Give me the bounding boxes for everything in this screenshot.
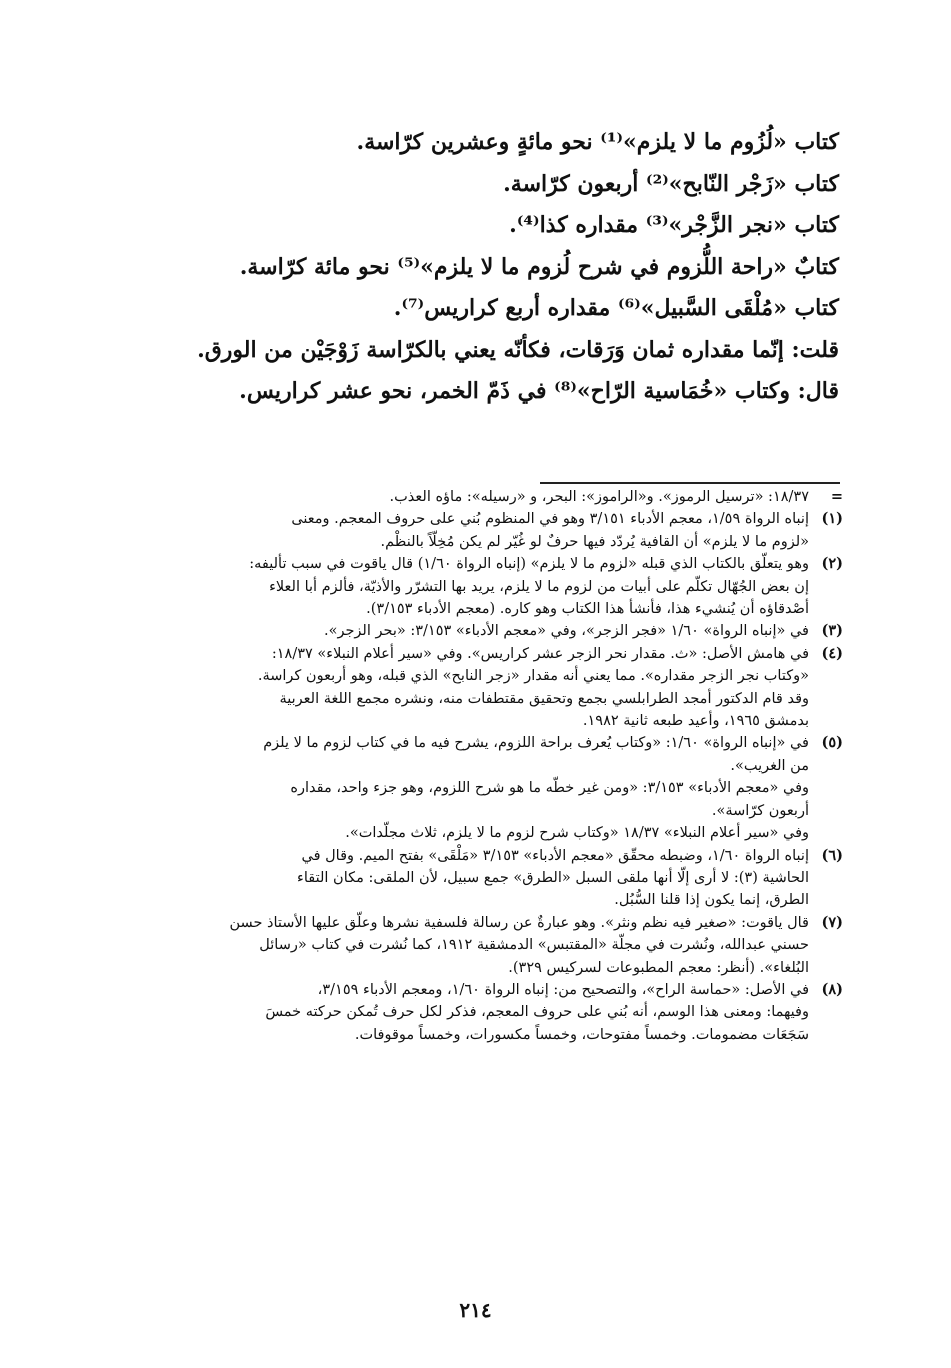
footnote-line: وفي «معجم الأدباء» ٣/١٥٣: «ومن غير خطّه ما هو شرح اللزوم، وهو جزء واحد، مقداره bbox=[290, 780, 809, 797]
footnote bbox=[108, 979, 843, 1046]
footnote-line: البُلغاء». (أنظر: معجم المطبوعات لسركيس ٣٢٩). bbox=[508, 959, 809, 976]
footnote-line: من الغريب». bbox=[730, 757, 809, 774]
main-text-line: قلت: إنّما مقداره ثمان وَرَقات، فكأنّه يعني بالكرّاسة زَوْجَيْن من الورق. bbox=[197, 336, 839, 363]
footnote-line: الحاشية (٣): لا أرى إلّا أنها ملقى السبل «الطرق» جمع سبيل، لأن الملقى: مكان التقاء bbox=[297, 869, 809, 886]
main-text-line: كتاب «مُلْقَى السَّبيل»⁽⁶⁾ مقداره أربع كراريس⁽⁷⁾. bbox=[393, 295, 839, 321]
footnote bbox=[108, 845, 843, 912]
footnote-line: في «إنباه الرواة» ١/٦٠: «وكتاب يُعرف براحة اللزوم، يشرح فيه ما في كتاب لزوم ما لا يلزم bbox=[263, 735, 809, 752]
footnote-line: قال ياقوت: «صغير فيه نظم ونثر». وهو عبارةٌ عن رسالة فلسفية نشرها وعلّق عليها الأستاذ حسن bbox=[229, 914, 809, 931]
footnote-number: (٨) bbox=[821, 980, 843, 998]
footnote-line: إنباه الرواة ١/٦٠، وضبطه محقّق «معجم الأدباء» ٣/١٥٣ «مَلْقَى» بفتح الميم. وقال في bbox=[301, 847, 809, 864]
footnote bbox=[108, 553, 843, 620]
footnote-number: (٥) bbox=[821, 734, 843, 752]
footnote-line: «وكتاب نجر الزجر مقداره». مما يعني أنه مقدار «زجر النابح» الذي قبله، وهو أربعون كراسة. bbox=[257, 668, 809, 685]
footnote-line: بدمشق ١٩٦٥، وأعيد طبعه ثانية ١٩٨٢. bbox=[582, 713, 809, 730]
footnote-line: إن بعض الجُهّال تكلّم على أبيات من لزوم ما لا يلزم، يريد بها التشرّر والأذيّة، فألزم أبا العلاء bbox=[269, 578, 809, 595]
footnote-line: في هامش الأصل: «ث. مقدار نحر الزجر عشر كراريس». وفي «سير أعلام النبلاء» ١٨/٣٧: bbox=[271, 645, 809, 662]
footnote-line: أربعون كرّاسة». bbox=[711, 802, 809, 819]
footnote-line: وفيهما: ومعنى هذا الوسم، أنه بُني على حروف المعجم، فذكر لكل حرف تُمكن حركته خمسَ bbox=[265, 1004, 809, 1021]
footnote bbox=[108, 643, 843, 733]
footnote-number: (٤) bbox=[821, 644, 843, 662]
footnote-number: (٧) bbox=[821, 913, 843, 931]
footnote-number: (٢) bbox=[821, 555, 843, 573]
footnote bbox=[108, 620, 843, 642]
footnote-line: ١٨/٣٧: «ترسيل الرموز». و«الراموز»: البحر، و «رسيله»: ماؤه العذب. bbox=[389, 489, 809, 505]
main-text-line: قال: وكتاب «خُمَاسية الرّاح»⁽⁸⁾ في ذَمّ الخمر، نحو عشر كراريس. bbox=[239, 378, 839, 404]
footnote bbox=[108, 486, 843, 508]
footnote-line: في «إنباه الرواة» ١/٦٠ «فجر الزجر»، وفي «معجم الأدباء» ٣/١٥٣: «بحر الزجر». bbox=[323, 623, 809, 640]
footnote-number: (٣) bbox=[821, 622, 843, 640]
footnote-number: (٦) bbox=[821, 846, 843, 864]
footnote bbox=[108, 732, 843, 844]
footnote bbox=[108, 508, 843, 553]
main-text-line: كتابٌ «راحة اللُّزوم في شرح لُزوم ما لا يلزم»⁽⁵⁾ نحو مائة كرّاسة. bbox=[239, 253, 839, 280]
footnote-line: الطرق، إنما يكون إذا قلنا السُّبُل. bbox=[614, 892, 809, 909]
footnote-line: في الأصل: «حماسة الراح»، والتصحيح من: إنباه الرواة ١/٦٠، ومعجم الأدباء ٣/١٥٩، bbox=[317, 981, 809, 998]
footnote-line: وهو يتعلّق بالكتاب الذي قبله «لزوم ما لا يلزم» (إنباه الرواة ١/٦٠) قال ياقوت في سبب تأليفه: bbox=[249, 556, 809, 573]
footnote-line: سَجَعَات مضمومات. وخمساً مفتوحات، وخمساً مكسورات، وخمساً موقوفات. bbox=[354, 1026, 809, 1043]
footnote-number: = bbox=[830, 488, 843, 505]
main-text-line: كتاب «زَجْر النّابح»⁽²⁾ أربعون كرّاسة. bbox=[503, 170, 839, 197]
main-text-line: كتاب «لُزُوم ما لا يلزم»⁽¹⁾ نحو مائةٍ وعشرين كرّاسة. bbox=[356, 129, 839, 155]
footnote-line: أصْدقاؤه أن يُنشيء هذا، فأنشأ هذا الكتاب وهو كاره. (معجم الأدباء ٣/١٥٣). bbox=[366, 601, 809, 618]
footnote-line: إنباه الرواة ١/٥٩، معجم الأدباء ٣/١٥١ وهو في المنظوم بُني على حروف المعجم. ومعنى bbox=[291, 511, 809, 528]
footnote-separator bbox=[540, 482, 840, 484]
footnotes bbox=[108, 486, 843, 1046]
footnote-line: حسني عبدالله، ونُشرت في مجلّة «المقتبس» الدمشقية ١٩١٢، كما نُشرت في كتاب «رسائل bbox=[259, 937, 809, 954]
main-text bbox=[109, 122, 839, 413]
footnote-line: «لزوم ما لا يلزم» أن القافية يُردّد فيها حرفٌ لو غُيّر لم يكن مُخِلّاً بالنظْم. bbox=[380, 533, 809, 550]
footnote-number: (١) bbox=[821, 510, 843, 528]
footnote-line: وقد قام الدكتور أمجد الطرابلسي بجمع وتحقيق مقتطفات منه، ونشره مجمع اللغة العربية bbox=[279, 690, 809, 707]
footnote bbox=[108, 912, 843, 979]
main-text-line: كتاب «نجر الزَّجْر»⁽³⁾ مقداره كذا⁽⁴⁾. bbox=[509, 212, 839, 238]
page-number: ٢١٤ bbox=[459, 1298, 492, 1322]
footnote-line: وفي «سير أعلام النبلاء» ١٨/٣٧ «وكتاب شرح لزوم ما لا يلزم، ثلاث مجلّدات». bbox=[345, 825, 809, 842]
